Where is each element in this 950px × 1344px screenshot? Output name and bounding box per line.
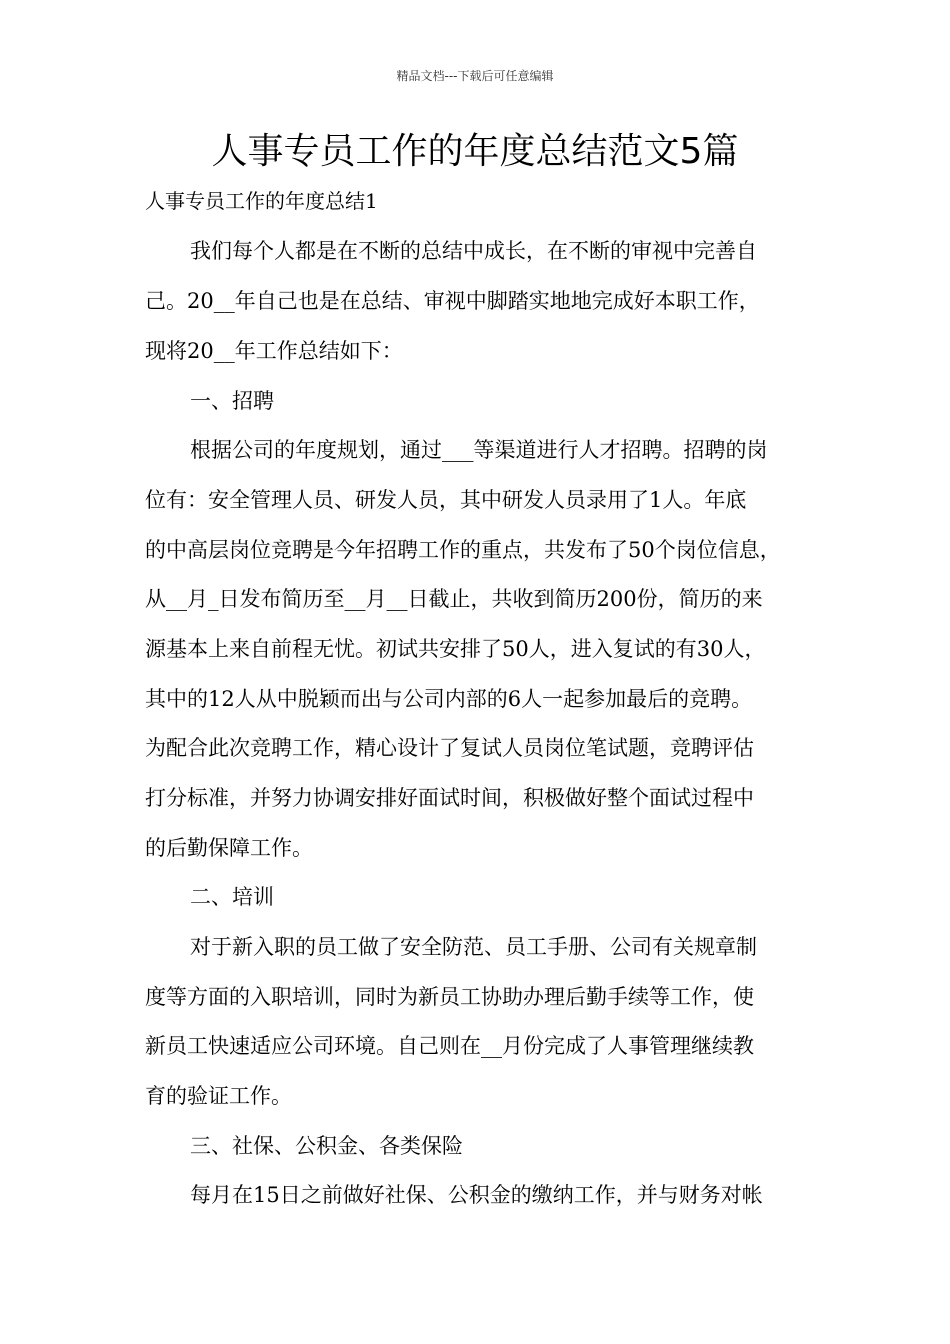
body-line: 每月在15日之前做好社保、公积金的缴纳工作，并与财务对帐: [190, 1183, 763, 1207]
section-heading: 三、社保、公积金、各类保险: [190, 1134, 463, 1158]
body-line: 打分标准，并努力协调安排好面试时间，积极做好整个面试过程中: [145, 786, 754, 810]
document-title: 人事专员工作的年度总结范文5篇: [211, 131, 739, 172]
body-line: 从__月_日发布简历至__月__日截止，共收到简历200份，简历的来: [145, 587, 763, 611]
body-line: 现将20__年工作总结如下：: [145, 339, 403, 363]
body-line: 其中的12人从中脱颖而出与公司内部的6人一起参加最后的竞聘。: [145, 687, 753, 711]
body-line: 我们每个人都是在不断的总结中成长，在不断的审视中完善自: [190, 239, 757, 263]
body-line: 位有：安全管理人员、研发人员，其中研发人员录用了1人。年底: [145, 488, 747, 512]
body-line: 己。20__年自己也是在总结、审视中脚踏实地地完成好本职工作，: [145, 289, 760, 313]
body-line: 对于新入职的员工做了安全防范、员工手册、公司有关规章制: [190, 935, 757, 959]
body-line: 度等方面的入职培训，同时为新员工协助办理后勤手续等工作，使: [145, 985, 754, 1009]
body-line: 育的验证工作。: [145, 1084, 292, 1108]
section-subtitle: 人事专员工作的年度总结1: [145, 189, 378, 213]
body-line: 新员工快速适应公司环境。自己则在__月份完成了人事管理继续教: [145, 1034, 754, 1058]
section-heading: 一、招聘: [190, 389, 274, 413]
section-heading: 二、培训: [190, 885, 274, 909]
body-line: 的中高层岗位竞聘是今年招聘工作的重点，共发布了50个岗位信息，: [145, 538, 781, 562]
body-line: 的后勤保障工作。: [145, 836, 313, 860]
body-line: 源基本上来自前程无忧。初试共安排了50人，进入复试的有30人，: [145, 637, 766, 661]
body-line: 根据公司的年度规划，通过___等渠道进行人才招聘。招聘的岗: [190, 438, 768, 462]
header-note: 精品文档---下载后可任意编辑: [396, 69, 554, 83]
body-line: 为配合此次竞聘工作，精心设计了复试人员岗位笔试题，竞聘评估: [145, 736, 754, 760]
